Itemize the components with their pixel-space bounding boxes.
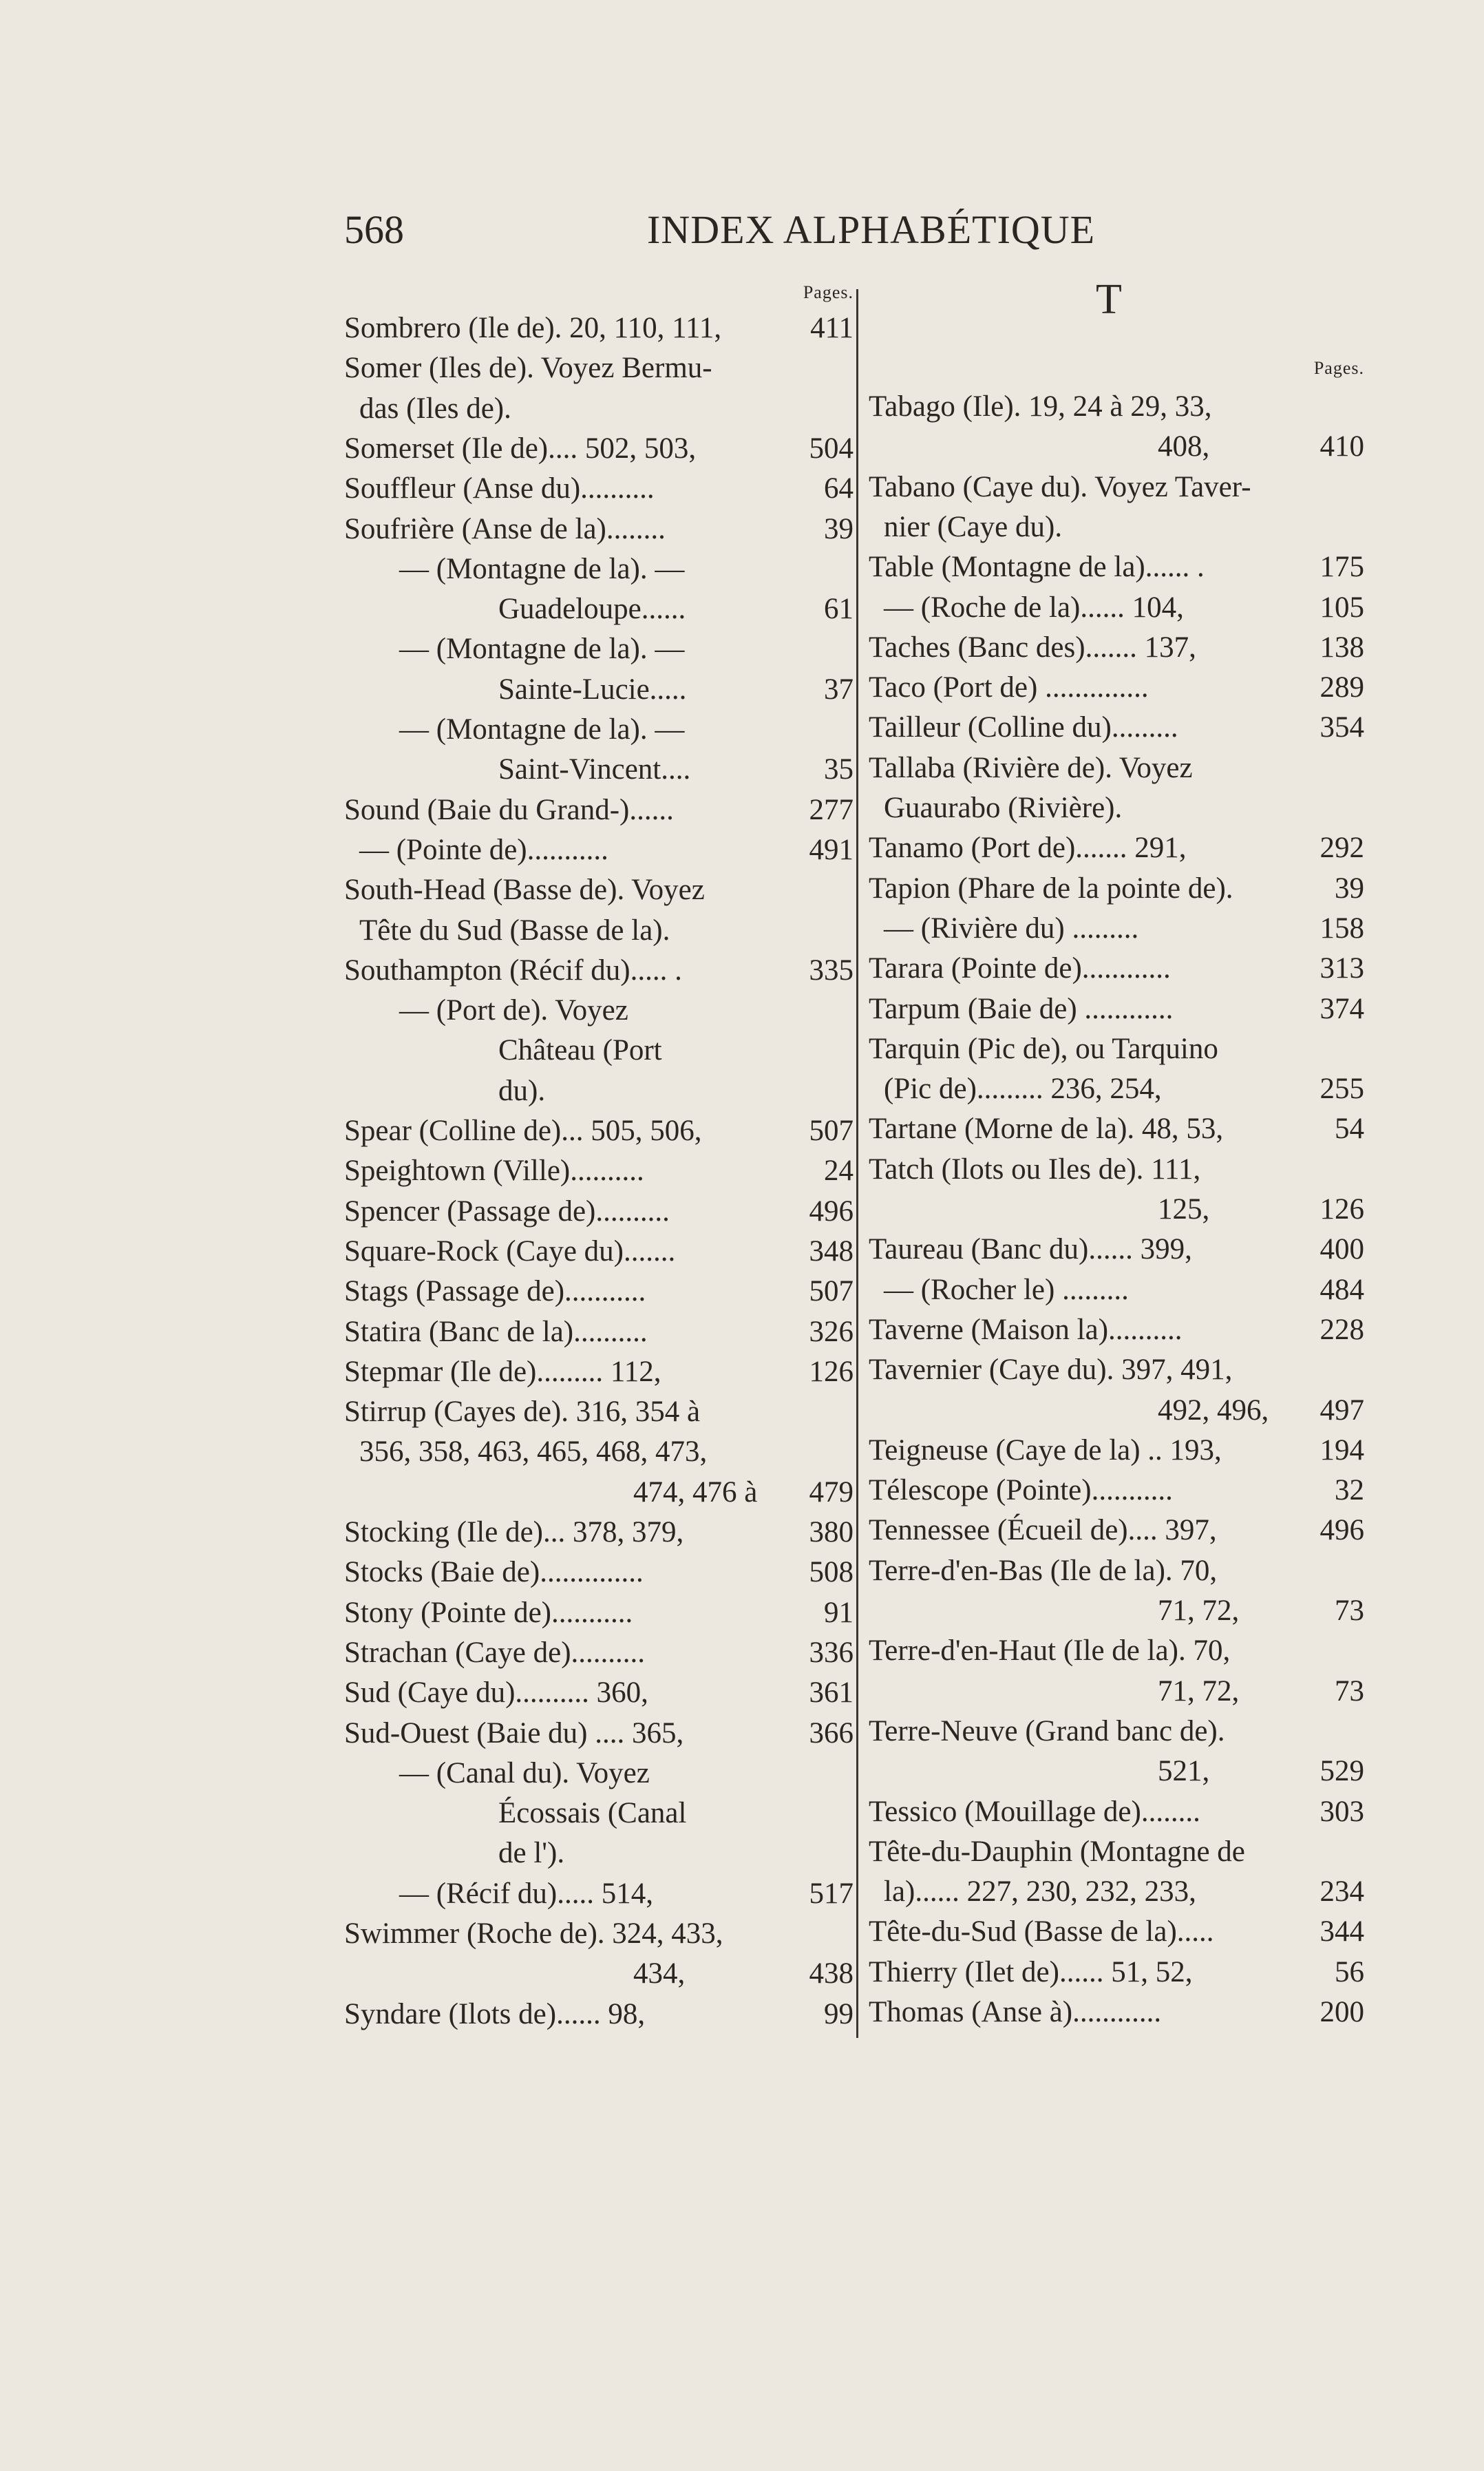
section-letter: T bbox=[1096, 276, 1122, 323]
index-entry-text: 356, 358, 463, 465, 468, 473, bbox=[359, 1436, 708, 1469]
index-entry bbox=[344, 1432, 854, 1471]
index-entry-text: Tatch (Ilots ou Iles de). 111, bbox=[869, 1153, 1201, 1186]
index-entry bbox=[869, 1832, 1364, 1871]
index-entry bbox=[869, 1029, 1364, 1069]
index-entry bbox=[344, 629, 854, 669]
index-entry-page: 56 bbox=[1335, 1955, 1364, 1988]
index-entry bbox=[869, 1792, 1364, 1831]
index-entry-text: Strachan (Caye de).......... bbox=[344, 1636, 646, 1669]
index-entry-page: 335 bbox=[809, 954, 854, 987]
index-entry-text: Guaurabo (Rivière). bbox=[884, 792, 1123, 824]
index-entry-page: 175 bbox=[1319, 551, 1364, 584]
index-entry-page: 366 bbox=[809, 1716, 854, 1749]
index-entry bbox=[344, 1111, 854, 1150]
index-entry bbox=[344, 1914, 854, 1953]
index-entry bbox=[344, 710, 854, 749]
index-entry-page: 374 bbox=[1319, 992, 1364, 1025]
index-entry bbox=[344, 1833, 854, 1873]
index-entry-text: Terre-d'en-Haut (Ile de la). 70, bbox=[869, 1634, 1231, 1668]
index-entry bbox=[344, 1633, 854, 1672]
index-entry bbox=[344, 1794, 854, 1833]
index-entry bbox=[869, 989, 1364, 1029]
index-entry-page: 126 bbox=[1319, 1193, 1364, 1226]
index-entry-page: 410 bbox=[1319, 430, 1364, 463]
index-entry-text: du). bbox=[498, 1074, 546, 1107]
index-entry bbox=[869, 869, 1364, 908]
index-entry-text: Somer (Iles de). Voyez Bermu- bbox=[344, 352, 712, 385]
index-entry bbox=[869, 507, 1364, 547]
index-entry-text: Terre-d'en-Bas (Ile de la). 70, bbox=[869, 1554, 1218, 1587]
index-entry bbox=[344, 1553, 854, 1592]
index-entry bbox=[869, 1471, 1364, 1510]
index-entry-page: 255 bbox=[1319, 1073, 1364, 1106]
index-entry-text: — (Pointe de)........... bbox=[359, 833, 608, 866]
index-entry-text: — (Port de). Voyez bbox=[399, 994, 628, 1027]
index-entry-text: Tailleur (Colline du)......... bbox=[869, 711, 1178, 744]
index-entry-text: Table (Montagne de la)...... . bbox=[869, 551, 1205, 584]
index-entry bbox=[344, 830, 854, 870]
index-entry-page: 504 bbox=[809, 432, 854, 465]
index-entry bbox=[344, 509, 854, 549]
index-entry-page: 234 bbox=[1319, 1875, 1364, 1909]
index-entry bbox=[344, 308, 854, 348]
index-entry bbox=[344, 429, 854, 468]
index-entry-page: 105 bbox=[1319, 591, 1364, 624]
index-entry-page: 73 bbox=[1335, 1595, 1364, 1627]
index-entry-page: 361 bbox=[809, 1676, 854, 1710]
index-entry-text: Spear (Colline de)... 505, 506, bbox=[344, 1115, 702, 1147]
index-entry-page: 507 bbox=[809, 1115, 854, 1147]
index-entry bbox=[344, 348, 854, 388]
index-entry-page: 99 bbox=[824, 1997, 854, 2030]
index-entry-page: 64 bbox=[824, 472, 854, 505]
index-entry-page: 194 bbox=[1319, 1433, 1364, 1466]
index-entry bbox=[344, 589, 854, 629]
index-entry-text: Tarquin (Pic de), ou Tarquino bbox=[869, 1032, 1218, 1065]
index-entry bbox=[869, 1511, 1364, 1550]
index-entry-page: 39 bbox=[824, 512, 854, 545]
index-entry-text: de l'). bbox=[498, 1837, 565, 1870]
index-entry bbox=[869, 1591, 1364, 1630]
index-entry bbox=[344, 951, 854, 990]
index-entry-text: Écossais (Canal bbox=[498, 1797, 687, 1830]
index-entry bbox=[344, 1151, 854, 1190]
pages-label: Pages. bbox=[803, 282, 854, 302]
index-entry bbox=[869, 1912, 1364, 1951]
index-entry-page: 292 bbox=[1319, 832, 1364, 865]
index-entry-page: 491 bbox=[809, 833, 854, 866]
index-entry bbox=[869, 1992, 1364, 2032]
index-entry-text: 434, bbox=[633, 1957, 686, 1990]
index-entry-text: Statira (Banc de la).......... bbox=[344, 1315, 648, 1348]
index-entry-page: 484 bbox=[1319, 1273, 1364, 1306]
index-entry-text: Terre-Neuve (Grand banc de). bbox=[869, 1714, 1225, 1747]
index-entry-text: Tallaba (Rivière de). Voyez bbox=[869, 751, 1193, 784]
index-entry-text: Sud-Ouest (Baie du) .... 365, bbox=[344, 1716, 684, 1749]
index-entry-text: Stepmar (Ile de)......... 112, bbox=[344, 1355, 661, 1388]
index-entry-page: 517 bbox=[809, 1877, 854, 1910]
index-entry-text: Tennessee (Écueil de).... 397, bbox=[869, 1514, 1217, 1547]
column-divider bbox=[856, 289, 858, 2038]
index-entry bbox=[869, 1109, 1364, 1148]
index-entry bbox=[869, 1551, 1364, 1590]
index-entry-text: Tarpum (Baie de) ............ bbox=[869, 992, 1174, 1025]
index-entry-page: 289 bbox=[1319, 671, 1364, 704]
index-entry bbox=[344, 670, 854, 709]
index-entry-text: — (Roche de la)...... 104, bbox=[884, 591, 1184, 624]
index-entry-text: Château (Port bbox=[498, 1034, 662, 1067]
index-entry bbox=[869, 748, 1364, 788]
index-entry-text: Taco (Port de) .............. bbox=[869, 671, 1149, 704]
index-entry bbox=[344, 1312, 854, 1352]
index-entry-page: 54 bbox=[1335, 1113, 1364, 1146]
index-entry-text: Taches (Banc des)....... 137, bbox=[869, 631, 1196, 664]
index-entry-text: Soufrière (Anse de la)........ bbox=[344, 512, 666, 545]
index-entry-text: 71, 72, bbox=[1158, 1595, 1240, 1627]
index-entry-page: 126 bbox=[809, 1355, 854, 1388]
index-entry bbox=[869, 467, 1364, 507]
index-entry-text: — (Montagne de la). — bbox=[399, 713, 685, 746]
index-entry bbox=[869, 788, 1364, 828]
index-entry-page: 529 bbox=[1319, 1755, 1364, 1788]
index-entry-text: Stocking (Ile de)... 378, 379, bbox=[344, 1516, 684, 1548]
index-entry-text: 521, bbox=[1158, 1755, 1210, 1788]
index-entry bbox=[344, 750, 854, 789]
index-entry bbox=[344, 549, 854, 589]
index-entry-page: 336 bbox=[809, 1636, 854, 1669]
index-entry bbox=[869, 828, 1364, 868]
index-entry-page: 380 bbox=[809, 1516, 854, 1548]
index-entry-page: 400 bbox=[1319, 1233, 1364, 1266]
index-entry bbox=[869, 588, 1364, 627]
index-entry bbox=[344, 1995, 854, 2034]
index-entry bbox=[344, 1754, 854, 1793]
index-entry-text: (Pic de)......... 236, 254, bbox=[884, 1073, 1162, 1106]
index-entry bbox=[869, 1712, 1364, 1751]
index-entry-page: 138 bbox=[1319, 631, 1364, 664]
index-entry bbox=[344, 1473, 854, 1512]
index-entry-text: Square-Rock (Caye du)....... bbox=[344, 1234, 676, 1268]
page-number: 568 bbox=[344, 207, 404, 252]
index-entry bbox=[344, 870, 854, 909]
index-entry bbox=[869, 1672, 1364, 1711]
index-entry bbox=[344, 469, 854, 508]
index-entry-text: Tanamo (Port de)....... 291, bbox=[869, 832, 1187, 865]
index-entry bbox=[344, 911, 854, 950]
index-entry bbox=[344, 1232, 854, 1271]
index-entry-page: 507 bbox=[809, 1275, 854, 1308]
index-entry-page: 277 bbox=[809, 793, 854, 826]
index-entry bbox=[869, 387, 1364, 426]
index-entry-page: 24 bbox=[824, 1155, 854, 1188]
index-entry bbox=[869, 1150, 1364, 1189]
index-entry-page: 158 bbox=[1319, 912, 1364, 945]
index-entry-text: Taverne (Maison la).......... bbox=[869, 1313, 1183, 1346]
index-entry bbox=[869, 1270, 1364, 1310]
index-entry bbox=[869, 708, 1364, 747]
index-entry-text: Swimmer (Roche de). 324, 433, bbox=[344, 1917, 723, 1950]
index-entry bbox=[344, 1392, 854, 1431]
index-entry-page: 61 bbox=[824, 593, 854, 626]
index-entry-page: 479 bbox=[809, 1475, 854, 1508]
index-entry-page: 73 bbox=[1335, 1674, 1364, 1707]
index-entry bbox=[344, 1192, 854, 1231]
index-entry-text: — (Montagne de la). — bbox=[399, 633, 685, 666]
index-entry-text: la)...... 227, 230, 232, 233, bbox=[884, 1875, 1196, 1909]
index-entry-text: Tête-du-Sud (Basse de la)..... bbox=[869, 1915, 1214, 1948]
index-entry-page: 508 bbox=[809, 1556, 854, 1589]
index-entry bbox=[869, 1872, 1364, 1911]
index-entry bbox=[344, 1272, 854, 1311]
index-entry-text: Tabago (Ile). 19, 24 à 29, 33, bbox=[869, 390, 1212, 423]
index-entry-page: 32 bbox=[1335, 1474, 1364, 1507]
index-entry-page: 496 bbox=[809, 1195, 854, 1228]
index-entry-text: Southampton (Récif du)..... . bbox=[344, 954, 682, 987]
index-entry-text: Tête-du-Dauphin (Montagne de bbox=[869, 1835, 1245, 1868]
index-entry-text: Spencer (Passage de).......... bbox=[344, 1195, 670, 1228]
index-entry-text: 125, bbox=[1158, 1193, 1210, 1226]
index-entry-text: Tartane (Morne de la). 48, 53, bbox=[869, 1113, 1224, 1146]
index-entry-text: Saint-Vincent.... bbox=[498, 753, 691, 786]
index-entry bbox=[869, 1631, 1364, 1670]
index-entry bbox=[344, 1874, 854, 1913]
index-entry-text: 474, 476 à bbox=[633, 1475, 758, 1508]
index-entry-text: Somerset (Ile de).... 502, 503, bbox=[344, 432, 697, 465]
index-entry-text: — (Canal du). Voyez bbox=[399, 1756, 650, 1789]
index-entry-text: Stocks (Baie de).............. bbox=[344, 1556, 644, 1589]
index-entry-page: 91 bbox=[824, 1596, 854, 1629]
index-entry bbox=[344, 1954, 854, 1993]
index-entry-text: Stirrup (Cayes de). 316, 354 à bbox=[344, 1396, 701, 1429]
index-entry-text: 492, 496, bbox=[1158, 1394, 1269, 1427]
index-entry-page: 497 bbox=[1319, 1394, 1364, 1427]
index-entry-text: Guadeloupe...... bbox=[498, 593, 686, 626]
index-entry-page: 313 bbox=[1319, 952, 1364, 985]
index-entry-text: Stony (Pointe de)........... bbox=[344, 1596, 633, 1629]
index-entry-text: — (Montagne de la). — bbox=[399, 552, 685, 585]
index-entry bbox=[344, 1071, 854, 1111]
index-entry bbox=[869, 1310, 1364, 1349]
page-title: INDEX ALPHABÉTIQUE bbox=[647, 207, 1096, 252]
pages-label: Pages. bbox=[1313, 358, 1364, 378]
index-entry-page: 326 bbox=[809, 1315, 854, 1348]
index-entry-text: Teigneuse (Caye de la) .. 193, bbox=[869, 1433, 1222, 1466]
index-entry bbox=[869, 1350, 1364, 1389]
index-entry-text: Sombrero (Ile de). 20, 110, 111, bbox=[344, 312, 722, 344]
index-entry-page: 348 bbox=[809, 1234, 854, 1268]
index-entry-text: Tessico (Mouillage de)........ bbox=[869, 1795, 1200, 1828]
index-entry-text: — (Rocher le) ......... bbox=[884, 1273, 1129, 1306]
index-entry-page: 35 bbox=[824, 753, 854, 786]
index-entry-page: 39 bbox=[1335, 872, 1364, 905]
index-entry bbox=[869, 1069, 1364, 1108]
index-entry-text: Tapion (Phare de la pointe de). bbox=[869, 872, 1233, 905]
index-entry-text: Sound (Baie du Grand-)...... bbox=[344, 793, 674, 826]
index-entry-page: 411 bbox=[810, 312, 854, 344]
index-entry-text: Speightown (Ville).......... bbox=[344, 1155, 644, 1188]
index-entry-text: Tarara (Pointe de)............ bbox=[869, 952, 1171, 985]
index-entry-page: 37 bbox=[824, 673, 854, 706]
index-entry bbox=[869, 1391, 1364, 1430]
index-entry bbox=[869, 1953, 1364, 1992]
index-entry bbox=[344, 1714, 854, 1753]
index-entry-page: 303 bbox=[1319, 1795, 1364, 1828]
index-entry bbox=[344, 1673, 854, 1712]
index-entry-text: nier (Caye du). bbox=[884, 510, 1063, 543]
index-entry-text: Tabano (Caye du). Voyez Taver- bbox=[869, 470, 1251, 503]
index-entry-text: Tavernier (Caye du). 397, 491, bbox=[869, 1354, 1233, 1387]
index-entry bbox=[869, 427, 1364, 466]
index-entry-text: Thomas (Anse à)............ bbox=[869, 1996, 1162, 2028]
index-entry bbox=[869, 668, 1364, 707]
index-entry-text: Syndare (Ilots de)...... 98, bbox=[344, 1997, 646, 2030]
index-entry-text: 408, bbox=[1158, 430, 1210, 463]
page-header bbox=[344, 207, 1363, 262]
index-entry bbox=[344, 1352, 854, 1391]
index-entry-text: Stags (Passage de)........... bbox=[344, 1275, 646, 1308]
index-entry bbox=[344, 1031, 854, 1070]
index-entry-text: Tête du Sud (Basse de la). bbox=[359, 914, 670, 947]
index-entry-text: Thierry (Ilet de)...... 51, 52, bbox=[869, 1955, 1193, 1988]
index-entry bbox=[869, 1431, 1364, 1470]
index-entry bbox=[869, 1230, 1364, 1269]
index-entry bbox=[344, 389, 854, 428]
index-entry bbox=[869, 1752, 1364, 1791]
index-entry-text: das (Iles de). bbox=[359, 392, 511, 425]
index-entry-page: 344 bbox=[1319, 1915, 1364, 1948]
index-entry-text: Taureau (Banc du)...... 399, bbox=[869, 1233, 1192, 1266]
index-entry-page: 496 bbox=[1319, 1514, 1364, 1547]
index-entry bbox=[344, 1593, 854, 1632]
index-entry bbox=[869, 949, 1364, 988]
index-entry-page: 354 bbox=[1319, 711, 1364, 744]
index-entry-text: Télescope (Pointe)........... bbox=[869, 1474, 1173, 1507]
index-entry-text: South-Head (Basse de). Voyez bbox=[344, 874, 705, 907]
index-entry-text: Sainte-Lucie..... bbox=[498, 673, 687, 706]
index-entry bbox=[869, 909, 1364, 948]
index-entry bbox=[869, 628, 1364, 667]
index-entry-text: — (Rivière du) ......... bbox=[884, 912, 1139, 945]
index-entry-text: — (Récif du)..... 514, bbox=[399, 1877, 654, 1910]
index-entry bbox=[344, 790, 854, 830]
index-entry-text: 71, 72, bbox=[1158, 1674, 1240, 1707]
index-entry-page: 200 bbox=[1319, 1996, 1364, 2028]
index-entry bbox=[344, 991, 854, 1030]
index-entry bbox=[869, 547, 1364, 587]
index-entry-text: Sud (Caye du).......... 360, bbox=[344, 1676, 648, 1710]
index-entry-text: Souffleur (Anse du).......... bbox=[344, 472, 655, 505]
index-entry-page: 228 bbox=[1319, 1313, 1364, 1346]
index-entry bbox=[869, 1190, 1364, 1229]
index-entry bbox=[344, 1513, 854, 1552]
index-entry-page: 438 bbox=[809, 1957, 854, 1990]
